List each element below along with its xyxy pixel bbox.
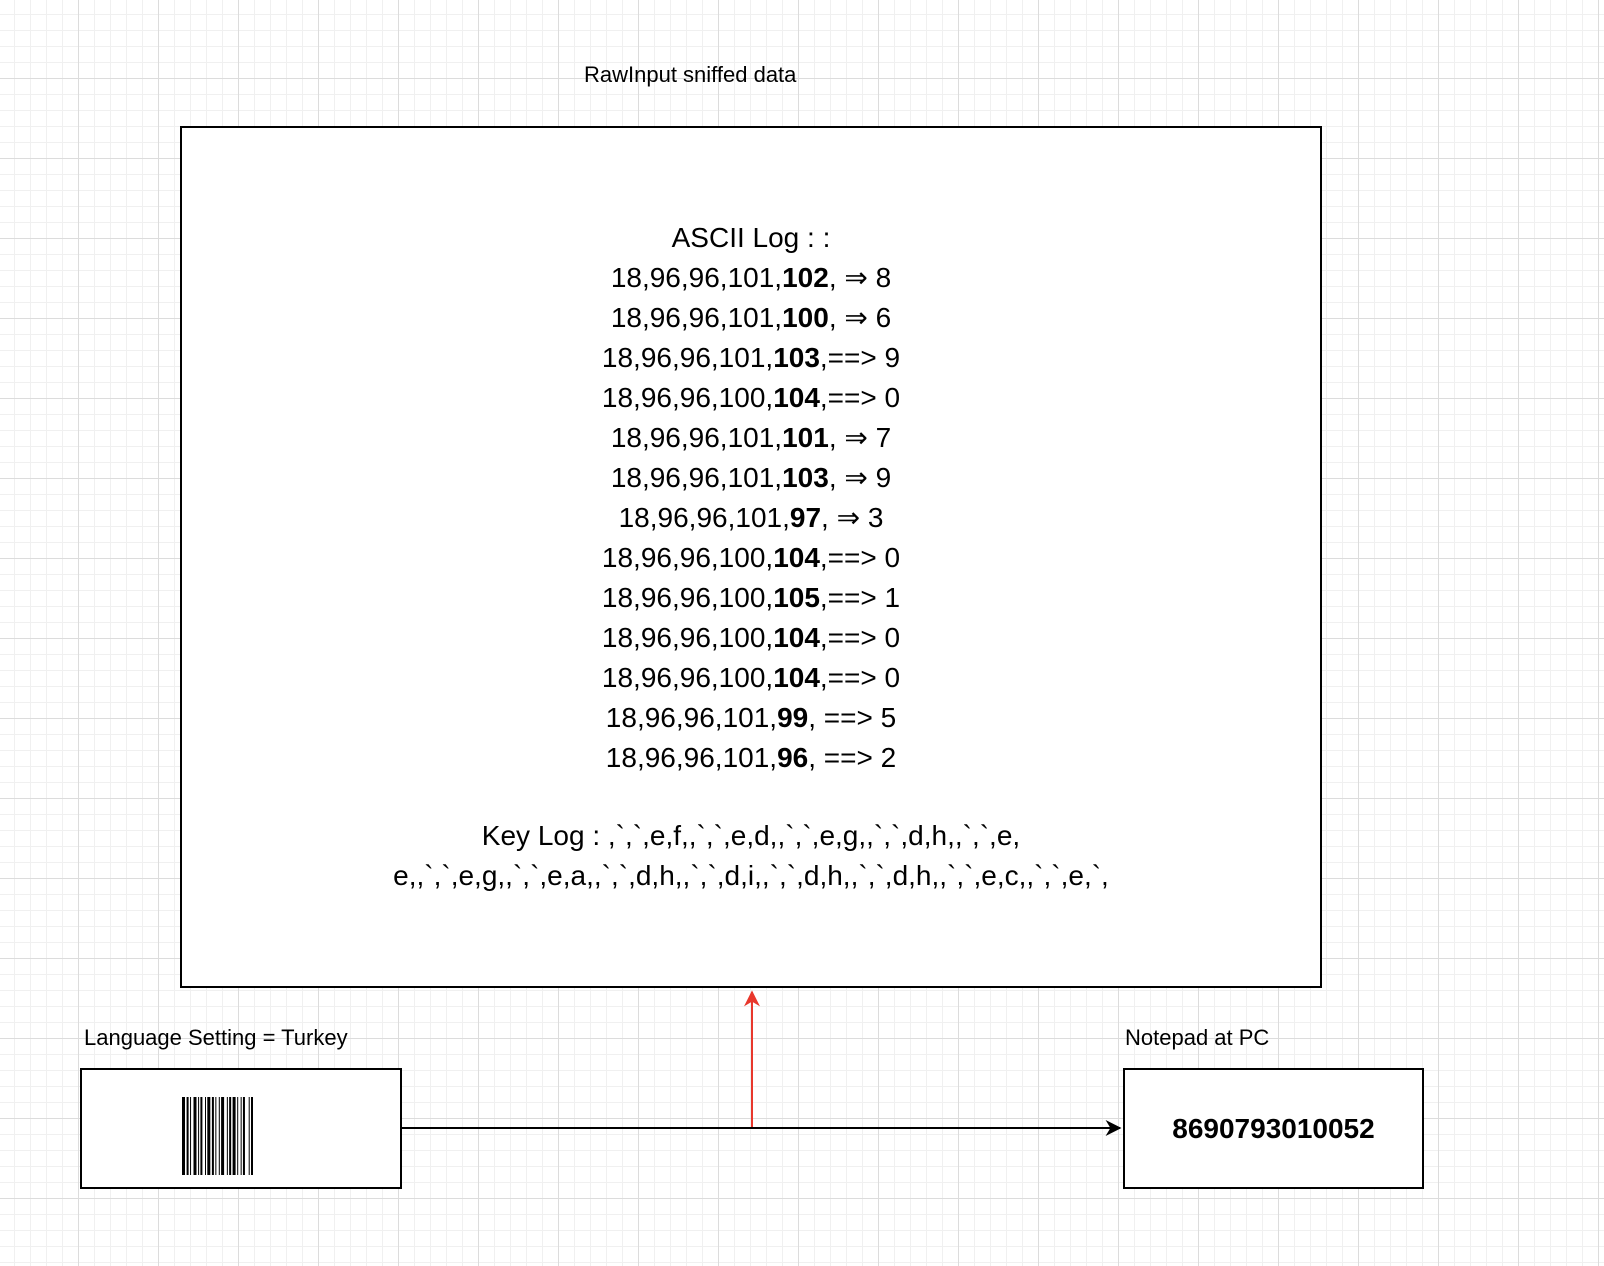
barcode-bar bbox=[190, 1097, 191, 1175]
ascii-line-code: 101 bbox=[782, 422, 829, 453]
ascii-log-line bbox=[182, 378, 1320, 418]
barcode-bar bbox=[200, 1097, 202, 1175]
barcode-bar bbox=[212, 1097, 214, 1175]
ascii-line-code: 100 bbox=[782, 302, 829, 333]
language-setting-label: Language Setting = Turkey bbox=[84, 1025, 348, 1050]
ascii-line-code: 97 bbox=[789, 502, 822, 533]
barcode-bar bbox=[229, 1097, 231, 1175]
barcode-bar bbox=[251, 1097, 253, 1175]
barcode-bar bbox=[241, 1097, 242, 1175]
ascii-line-code: 104 bbox=[773, 622, 820, 653]
barcode-bar bbox=[198, 1097, 199, 1175]
ascii-log-line bbox=[182, 538, 1320, 578]
ascii-log-line bbox=[182, 458, 1320, 498]
ascii-log-line bbox=[182, 418, 1320, 458]
ascii-log bbox=[182, 218, 1320, 778]
ascii-line-code: 96 bbox=[777, 742, 809, 773]
ascii-line-suffix: , ⇒ 3 bbox=[821, 502, 884, 533]
ascii-line-suffix: , ==> 2 bbox=[808, 742, 897, 773]
ascii-line-suffix: , ⇒ 7 bbox=[828, 422, 892, 453]
ascii-line-suffix: ,==> 0 bbox=[819, 542, 901, 573]
ascii-log-lines bbox=[182, 258, 1320, 778]
raw-input-log-box bbox=[180, 126, 1322, 988]
ascii-line-suffix: ,==> 9 bbox=[819, 342, 901, 373]
ascii-line-code: 103 bbox=[782, 462, 829, 493]
ascii-line-prefix: 18,96,96,101, bbox=[610, 302, 783, 333]
ascii-line-prefix: 18,96,96,101, bbox=[601, 342, 774, 373]
ascii-log-line bbox=[182, 738, 1320, 778]
barcode-bar bbox=[205, 1097, 206, 1175]
ascii-log-line bbox=[182, 658, 1320, 698]
diagram-title: RawInput sniffed data bbox=[584, 62, 797, 87]
barcode-bar bbox=[227, 1097, 228, 1175]
ascii-line-prefix: 18,96,96,101, bbox=[618, 502, 790, 533]
barcode-bar bbox=[219, 1097, 220, 1175]
ascii-line-suffix: , ⇒ 8 bbox=[828, 262, 892, 293]
barcode-bar bbox=[237, 1097, 238, 1175]
ascii-line-code: 104 bbox=[773, 662, 820, 693]
barcode-icon bbox=[182, 1097, 282, 1175]
ascii-line-prefix: 18,96,96,101, bbox=[605, 702, 778, 733]
barcode-bar bbox=[182, 1097, 185, 1175]
barcode-bar bbox=[215, 1097, 216, 1175]
ascii-line-prefix: 18,96,96,100, bbox=[601, 622, 774, 653]
ascii-line-code: 103 bbox=[773, 342, 820, 373]
ascii-line-suffix: ,==> 1 bbox=[819, 582, 901, 613]
barcode-bar bbox=[243, 1097, 245, 1175]
ascii-line-suffix: ,==> 0 bbox=[819, 622, 901, 653]
ascii-line-prefix: 18,96,96,100, bbox=[601, 382, 774, 413]
ascii-line-prefix: 18,96,96,100, bbox=[601, 662, 774, 693]
ascii-log-line bbox=[182, 698, 1320, 738]
notepad-value: 8690793010052 bbox=[1172, 1112, 1375, 1144]
ascii-line-suffix: , ⇒ 6 bbox=[828, 302, 892, 333]
barcode-bar bbox=[187, 1097, 189, 1175]
ascii-log-line bbox=[182, 338, 1320, 378]
ascii-line-code: 104 bbox=[773, 382, 820, 413]
ascii-line-prefix: 18,96,96,101, bbox=[610, 462, 783, 493]
barcode-bar bbox=[249, 1097, 250, 1175]
barcode-bar bbox=[233, 1097, 236, 1175]
ascii-line-prefix: 18,96,96,101, bbox=[610, 422, 783, 453]
ascii-line-prefix: 18,96,96,101, bbox=[605, 742, 778, 773]
barcode-bar bbox=[194, 1097, 197, 1175]
barcode-bar bbox=[221, 1097, 224, 1175]
ascii-line-suffix: ,==> 0 bbox=[819, 662, 901, 693]
key-log bbox=[182, 816, 1320, 896]
ascii-line-code: 105 bbox=[773, 582, 820, 613]
ascii-line-code: 104 bbox=[773, 542, 820, 573]
key-log-line-1: Key Log : ,`,`,e,f,,`,`,e,d,,`,`,e,g,,`,`,d,h,,`,`,e, bbox=[481, 820, 1021, 851]
ascii-line-suffix: , ⇒ 9 bbox=[828, 462, 892, 493]
ascii-log-line bbox=[182, 618, 1320, 658]
ascii-log-line bbox=[182, 258, 1320, 298]
ascii-log-heading: ASCII Log : : bbox=[671, 222, 831, 253]
notepad-box bbox=[1123, 1068, 1424, 1189]
ascii-line-suffix: , ==> 5 bbox=[808, 702, 897, 733]
notepad-label: Notepad at PC bbox=[1125, 1025, 1270, 1050]
ascii-line-code: 99 bbox=[777, 702, 809, 733]
ascii-log-line bbox=[182, 578, 1320, 618]
ascii-log-line bbox=[182, 298, 1320, 338]
ascii-line-suffix: ,==> 0 bbox=[819, 382, 901, 413]
ascii-line-prefix: 18,96,96,101, bbox=[610, 262, 783, 293]
ascii-line-prefix: 18,96,96,100, bbox=[601, 582, 774, 613]
barcode-bar bbox=[207, 1097, 210, 1175]
barcode-scanner-box bbox=[80, 1068, 402, 1189]
key-log-line-2: e,,`,`,e,g,,`,`,e,a,,`,`,d,h,,`,`,d,i,,`,`,d,h,,`,`,d,h,,`,`,e,c,,`,`,e,`, bbox=[393, 860, 1109, 891]
ascii-log-line bbox=[182, 498, 1320, 538]
ascii-line-prefix: 18,96,96,100, bbox=[601, 542, 774, 573]
ascii-line-code: 102 bbox=[782, 262, 829, 293]
